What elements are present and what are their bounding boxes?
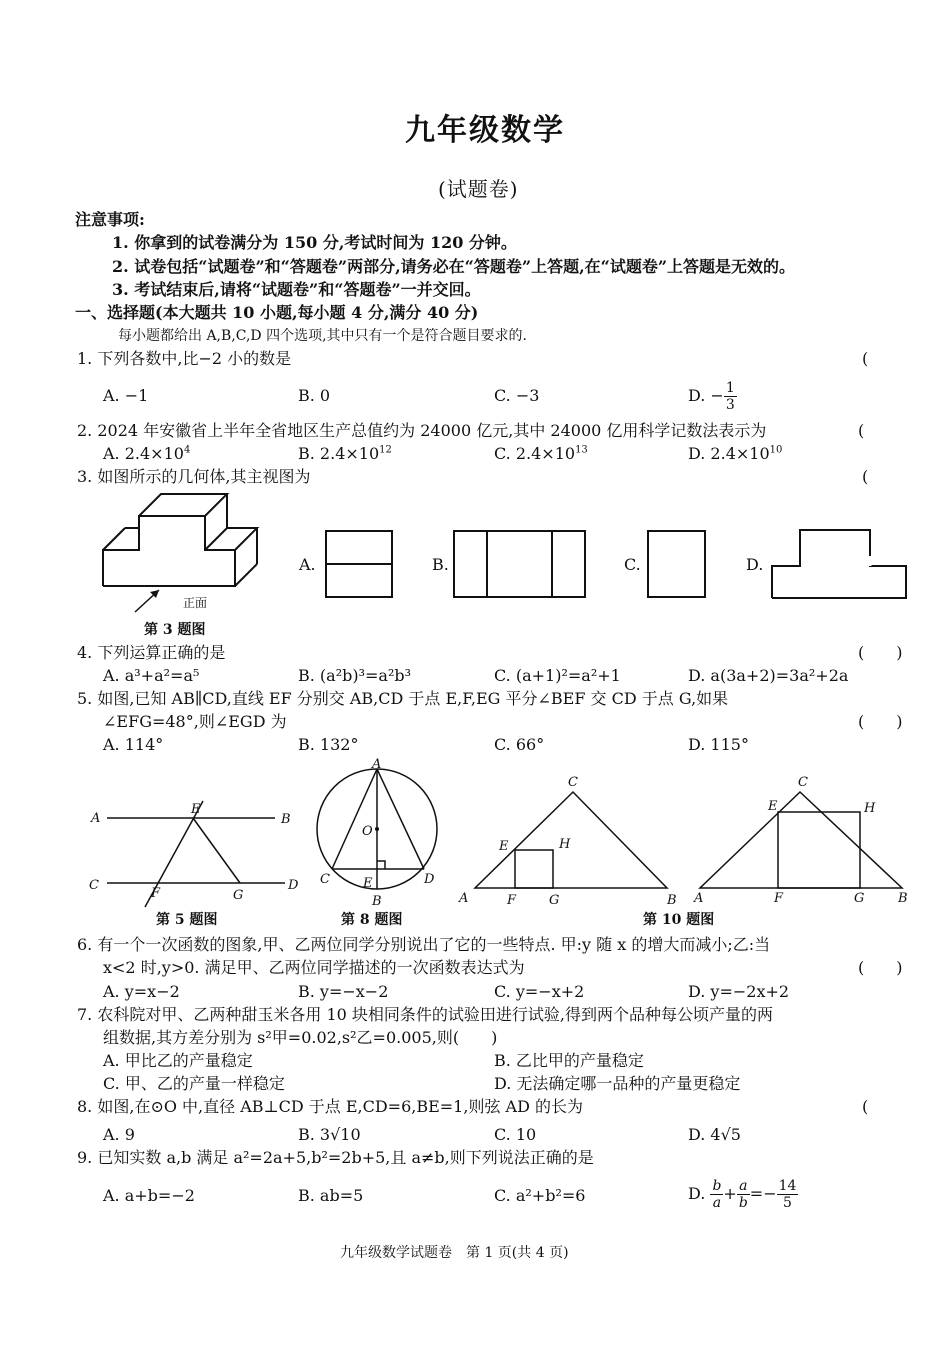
q2-b-base: B. 2.4×10 <box>298 444 380 463</box>
notice-item: 2. 试卷包括“试题卷”和“答题卷”两部分,请务必在“答题卷”上答题,在“试题卷”上答题是无效的。 <box>112 257 796 276</box>
fig10a-label: F <box>507 893 517 908</box>
q2-option-c <box>494 444 588 464</box>
figure-5 <box>85 795 305 910</box>
q1-stem: 1. 下列各数中,比−2 小的数是 <box>77 349 292 368</box>
q9-option-a: A. a+b=−2 <box>103 1186 195 1205</box>
fig10a-label: B <box>667 893 677 908</box>
q5-option-c: C. 66° <box>494 735 545 754</box>
q3-option-c-view <box>647 530 707 600</box>
fig10b-label: C <box>798 775 808 790</box>
q6-stem-2: x<2 时,y>0. 满足甲、乙两位同学描述的一次函数表达式为 <box>103 958 525 977</box>
fig10-caption: 第 10 题图 <box>643 912 715 928</box>
fig8-label: A <box>372 757 382 772</box>
q2-c-exp: 13 <box>575 444 588 456</box>
q3-option-d: D. <box>746 555 764 574</box>
q2-c-base: C. 2.4×10 <box>494 444 576 463</box>
section-heading: 一、选择题(本大题共 10 小题,每小题 4 分,满分 40 分) <box>75 303 479 322</box>
q1-d-fraction <box>724 380 737 413</box>
q3-stem: 3. 如图所示的几何体,其主视图为 <box>77 467 311 486</box>
fig10a-label: A <box>459 891 469 906</box>
notice-item: 1. 你拿到的试卷满分为 150 分,考试时间为 120 分钟。 <box>112 233 517 252</box>
q9-d-prefix: D. <box>688 1184 706 1203</box>
q1-d-num: 1 <box>725 380 735 396</box>
q3-option-d-view <box>770 526 910 602</box>
q2-b-exp: 12 <box>379 444 392 456</box>
q4-stem: 4. 下列运算正确的是 <box>77 643 226 662</box>
q5-stem: 5. 如图,已知 AB∥CD,直线 EF 分别交 AB,CD 于点 E,F,EG 平分∠BEF 交 CD 于点 G,如果 <box>77 689 729 708</box>
q1-option-c: C. −3 <box>494 386 540 405</box>
fig8-label: B <box>372 894 382 907</box>
q5-option-d: D. 115° <box>688 735 749 754</box>
q1-option-d <box>688 376 737 416</box>
q2-option-a <box>103 444 190 464</box>
q5-paren: ( ) <box>858 712 903 731</box>
q9-d-f2d: b <box>738 1195 748 1211</box>
q9-d-frac1 <box>710 1178 723 1211</box>
notice-item: 3. 考试结束后,请将“试题卷”和“答题卷”一并交回。 <box>112 280 481 299</box>
q4-option-b: B. (a²b)³=a²b³ <box>298 666 412 685</box>
q9-d-f1d: a <box>712 1195 722 1211</box>
q9-d-frac3 <box>777 1178 799 1211</box>
q8-option-b: B. 3√10 <box>298 1125 361 1144</box>
fig5-label: B <box>281 812 291 827</box>
fig5-caption: 第 5 题图 <box>156 912 218 928</box>
q7-option-a: A. 甲比乙的产量稳定 <box>103 1051 253 1070</box>
fig8-caption: 第 8 题图 <box>341 912 403 928</box>
q8-option-a: A. 9 <box>103 1125 135 1144</box>
q5-option-b: B. 132° <box>298 735 359 754</box>
q6-stem: 6. 有一个一次函数的图象,甲、乙两位同学分别说出了它的一些特点. 甲:y 随 x 的增大而减小;乙:当 <box>77 935 771 954</box>
q7-stem: 7. 农科院对甲、乙两种甜玉米各用 10 块相同条件的试验田进行试验,得到两个品种每公顷产量的两 <box>77 1005 773 1024</box>
q3-figure-caption: 第 3 题图 <box>144 622 206 638</box>
q6-option-c: C. y=−x+2 <box>494 982 585 1001</box>
q9-d-f3d: 5 <box>783 1195 792 1211</box>
q1-d-den: 3 <box>725 397 735 413</box>
page-subtitle: (试题卷) <box>438 177 519 201</box>
fig10a-label: C <box>568 775 578 790</box>
q3-option-a: A. <box>299 555 316 574</box>
page-footer: 九年级数学试题卷 第 1 页(共 4 页) <box>340 1245 569 1261</box>
q6-option-b: B. y=−x−2 <box>298 982 389 1001</box>
q3-option-b: B. <box>432 555 449 574</box>
fig8-label: O <box>362 824 373 839</box>
fig10b-label: H <box>864 801 876 816</box>
q3-front-label: 正面 <box>183 596 208 610</box>
fig10a-label: E <box>499 839 509 854</box>
q9-d-frac2 <box>737 1178 750 1211</box>
q8-option-d: D. 4√5 <box>688 1125 741 1144</box>
q9-option-c: C. a²+b²=6 <box>494 1186 586 1205</box>
q2-paren: ( <box>858 421 865 440</box>
q9-stem: 9. 已知实数 a,b 满足 a²=2a+5,b²=2b+5,且 a≠b,则下列说法正确的是 <box>77 1148 594 1167</box>
q9-option-d <box>688 1174 798 1214</box>
figure-10-right <box>690 770 920 910</box>
q6-paren: ( ) <box>858 958 903 977</box>
fig8-label: E <box>363 876 373 891</box>
q2-d-base: D. 2.4×10 <box>688 444 770 463</box>
q7-option-b: B. 乙比甲的产量稳定 <box>494 1051 644 1070</box>
fig8-label: D <box>424 872 435 887</box>
fig10b-label: E <box>768 799 778 814</box>
fig5-label: F <box>151 886 161 901</box>
fig10b-label: G <box>854 891 865 906</box>
q4-option-a: A. a³+a²=a⁵ <box>103 666 200 685</box>
q9-d-eq: =− <box>749 1184 777 1203</box>
q6-option-d: D. y=−2x+2 <box>688 982 790 1001</box>
q2-d-exp: 10 <box>769 444 783 456</box>
q6-option-a: A. y=x−2 <box>103 982 180 1001</box>
q4-paren: ( ) <box>858 643 903 662</box>
fig5-label: G <box>233 888 244 903</box>
q3-paren: ( <box>862 467 869 486</box>
section-instruction: 每小题都给出 A,B,C,D 四个选项,其中只有一个是符合题目要求的. <box>118 328 527 344</box>
fig10b-label: A <box>694 891 704 906</box>
q7-option-c: C. 甲、乙的产量一样稳定 <box>103 1074 285 1093</box>
q3-option-c: C. <box>624 555 641 574</box>
q2-a-exp: 4 <box>183 444 191 456</box>
q8-option-c: C. 10 <box>494 1125 537 1144</box>
q7-stem-2: 组数据,其方差分别为 s²甲=0.02,s²乙=0.005,则( ) <box>103 1028 498 1047</box>
q1-d-prefix: D. − <box>688 386 724 405</box>
q2-option-b <box>298 444 392 464</box>
fig8-label: C <box>320 872 330 887</box>
figure-10-left <box>455 770 685 910</box>
notice-heading: 注意事项: <box>75 210 145 229</box>
q2-stem: 2. 2024 年安徽省上半年全省地区生产总值约为 24000 亿元,其中 24000 亿用科学记数法表示为 <box>77 421 767 440</box>
figure-8 <box>312 757 442 907</box>
q2-option-d <box>688 444 782 464</box>
q3-option-a-view <box>325 530 395 600</box>
page-title: 九年级数学 <box>405 113 565 148</box>
fig5-label: D <box>288 878 299 893</box>
q4-option-d: D. a(3a+2)=3a²+2a <box>688 666 849 685</box>
q9-d-f2n: a <box>737 1178 750 1195</box>
fig10b-label: F <box>774 891 784 906</box>
fig10a-label: G <box>549 893 560 908</box>
q2-a-base: A. 2.4×10 <box>103 444 184 463</box>
q4-option-c: C. (a+1)²=a²+1 <box>494 666 621 685</box>
q1-option-a: A. −1 <box>103 386 149 405</box>
fig5-label: A <box>91 811 101 826</box>
q7-option-d: D. 无法确定哪一品种的产量更稳定 <box>494 1074 741 1093</box>
q9-d-plus: + <box>723 1184 737 1203</box>
q3-option-b-view <box>453 530 587 600</box>
fig10a-label: H <box>559 837 571 852</box>
fig10b-label: B <box>898 891 908 906</box>
q8-stem: 8. 如图,在⊙O 中,直径 AB⊥CD 于点 E,CD=6,BE=1,则弦 AD 的长为 <box>77 1097 583 1116</box>
fig5-label: E <box>191 802 201 817</box>
q8-paren: ( <box>862 1097 869 1116</box>
q9-option-b: B. ab=5 <box>298 1186 364 1205</box>
q1-option-b: B. 0 <box>298 386 331 405</box>
q9-d-f1n: b <box>712 1178 722 1194</box>
q1-paren: ( <box>862 349 869 368</box>
q5-stem-2: ∠EFG=48°,则∠EGD 为 <box>103 712 287 731</box>
q5-option-a: A. 114° <box>103 735 164 754</box>
q9-d-f3n: 14 <box>778 1178 797 1194</box>
fig5-label: C <box>89 878 99 893</box>
